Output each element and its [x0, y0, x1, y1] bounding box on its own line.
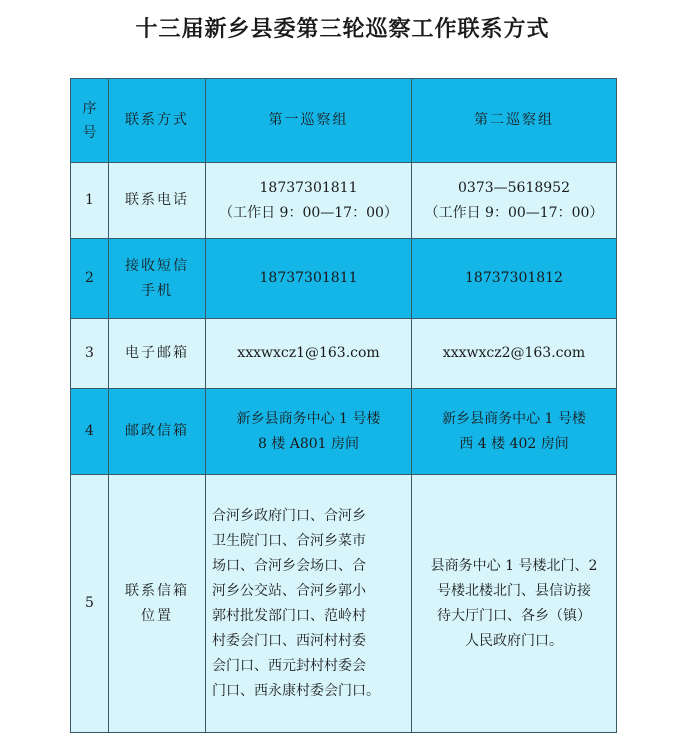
row-label: 联系电话: [109, 163, 206, 239]
table-row: [71, 389, 617, 475]
table-row: [71, 239, 617, 319]
group2-sms-phone: 18737301812: [412, 239, 617, 319]
group1-mailbox-locations: 合河乡政府门口、合河乡 卫生院门口、合河乡菜市 场口、合河乡会场口、合 河乡公交站、合河乡郭小 郭村批发部门口、范岭村 村委会门口、西河村村委 会门口、西元封村村委会 门口、西永康村委会门口。: [206, 475, 412, 733]
row-label: 邮政信箱: [109, 389, 206, 475]
row-label: 接收短信 手机: [109, 239, 206, 319]
group2-email: xxxwxcz2@163.com: [412, 319, 617, 389]
group1-phone: 18737301811 （工作日 9：00—17：00）: [206, 163, 412, 239]
contact-table: [70, 78, 617, 733]
table-row: [71, 475, 617, 733]
group2-mailbox: 新乡县商务中心 1 号楼 西 4 楼 402 房间: [412, 389, 617, 475]
header-seq: 序号: [71, 79, 109, 163]
group1-sms-phone: 18737301811: [206, 239, 412, 319]
group1-mailbox: 新乡县商务中心 1 号楼 8 楼 A801 房间: [206, 389, 412, 475]
header-method: 联系方式: [109, 79, 206, 163]
header-group1: 第一巡察组: [206, 79, 412, 163]
table-row: [71, 319, 617, 389]
table-row: [71, 163, 617, 239]
row-seq: 4: [71, 389, 109, 475]
group2-phone: 0373—5618952 （工作日 9：00—17：00）: [412, 163, 617, 239]
table-header-row: [71, 79, 617, 163]
row-seq: 1: [71, 163, 109, 239]
header-group2: 第二巡察组: [412, 79, 617, 163]
row-seq: 5: [71, 475, 109, 733]
row-label: 联系信箱 位置: [109, 475, 206, 733]
group2-mailbox-locations: 县商务中心 1 号楼北门、2 号楼北楼北门、县信访接 待大厅门口、各乡（镇） 人民政府门口。: [412, 475, 617, 733]
group1-email: xxxwxcz1@163.com: [206, 319, 412, 389]
row-seq: 2: [71, 239, 109, 319]
row-seq: 3: [71, 319, 109, 389]
row-label: 电子邮箱: [109, 319, 206, 389]
page-title: 十三届新乡县委第三轮巡察工作联系方式: [135, 16, 550, 42]
